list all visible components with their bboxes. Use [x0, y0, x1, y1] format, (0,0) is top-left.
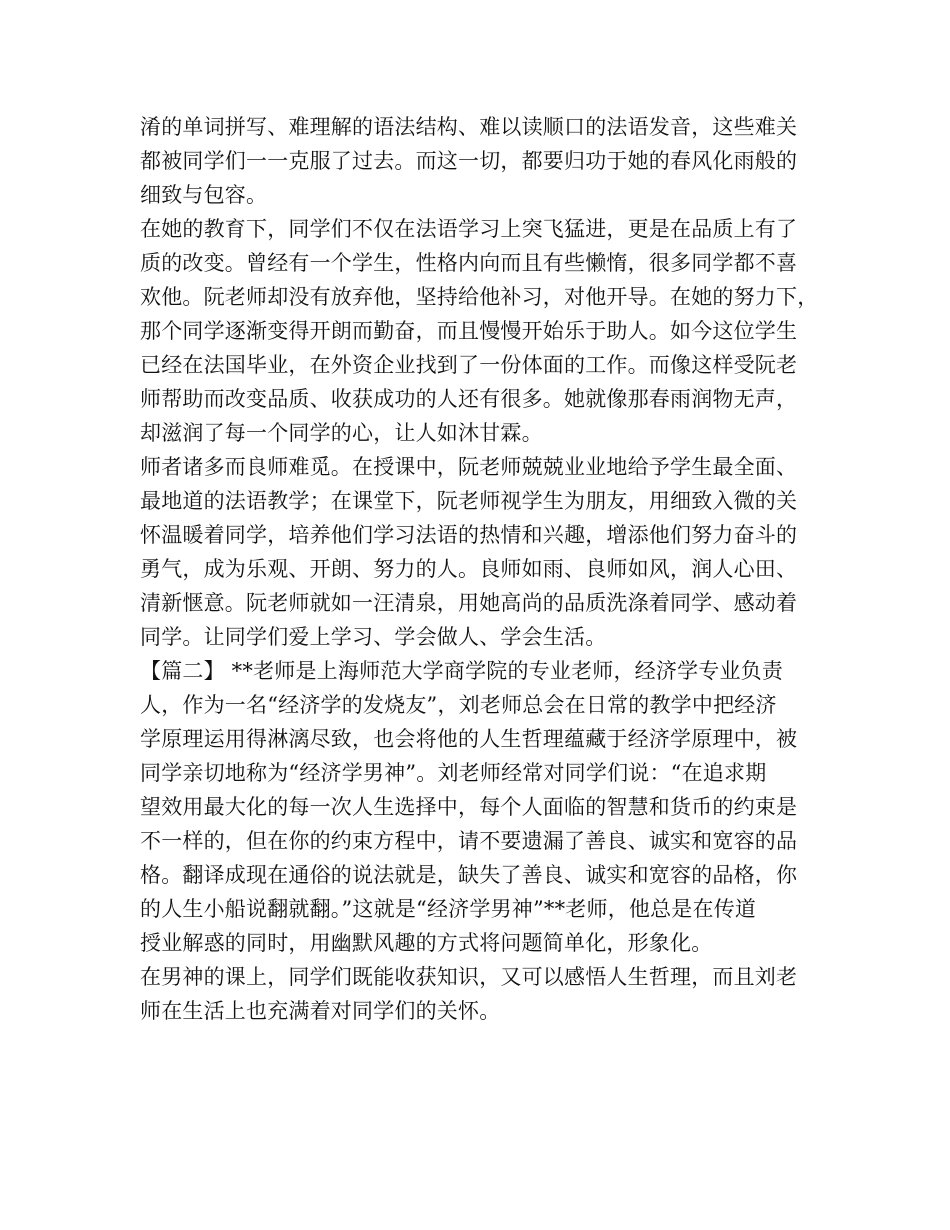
text-line: 师帮助而改变品质、收获成功的人还有很多。她就像那春雨润物无声，: [140, 387, 798, 411]
text-line: 已经在法国毕业，在外资企业找到了一份体面的工作。而像这样受阮老: [140, 353, 798, 377]
text-line: 授业解惑的同时，用幽默风趣的方式将问题简单化，形象化。: [140, 931, 713, 955]
text-line: 欢他。阮老师却没有放弃他，坚持给他补习，对他开导。在她的努力下，: [140, 285, 819, 309]
text-line: 最地道的法语教学；在课堂下，阮老师视学生为朋友，用细致入微的关: [140, 489, 798, 513]
text-line: 格。翻译成现在通俗的说法就是，缺失了善良、诚实和宽容的品格，你: [140, 863, 798, 887]
text-line: 师者诸多而良师难觅。在授课中，阮老师兢兢业业地给予学生最全面、: [140, 455, 798, 479]
text-line: 那个同学逐渐变得开朗而勤奋，而且慢慢开始乐于助人。如今这位学生: [140, 319, 798, 343]
text-line: 在她的教育下，同学们不仅在法语学习上突飞猛进，更是在品质上有了: [140, 217, 798, 241]
text-line: 学原理运用得淋漓尽致，也会将他的人生哲理蕴藏于经济学原理中，被: [140, 727, 798, 751]
text-line: 却滋润了每一个同学的心，让人如沐甘霖。: [140, 421, 543, 445]
text-line: 细致与包容。: [140, 183, 268, 207]
text-line: 不一样的，但在你的约束方程中，请不要遗漏了善良、诚实和宽容的品: [140, 829, 798, 853]
document-body: [140, 110, 830, 1028]
text-line: 淆的单词拼写、难理解的语法结构、难以读顺口的法语发音，这些难关: [140, 115, 798, 139]
text-line: 质的改变。曾经有一个学生，性格内向而且有些懒惰，很多同学都不喜: [140, 251, 798, 275]
text-line: 【篇二】 **老师是上海师范大学商学院的专业老师，经济学专业负责: [140, 659, 784, 683]
text-line: 同学亲切地称为“经济学男神”。刘老师经常对同学们说：“在追求期: [140, 761, 767, 785]
text-line: 清新惬意。阮老师就如一汪清泉，用她高尚的品质洗涤着同学、感动着: [140, 591, 798, 615]
text-line: 人，作为一名“经济学的发烧友”，刘老师总会在日常的教学中把经济: [140, 693, 777, 717]
text-line: 在男神的课上，同学们既能收获知识，又可以感悟人生哲理，而且刘老: [140, 965, 798, 989]
text-line: 师在生活上也充满着对同学们的关怀。: [140, 999, 501, 1023]
text-line: 都被同学们一一克服了过去。而这一切，都要归功于她的春风化雨般的: [140, 149, 798, 173]
text-line: 怀温暖着同学，培养他们学习法语的热情和兴趣，增添他们努力奋斗的: [140, 523, 798, 547]
text-line: 勇气，成为乐观、开朗、努力的人。良师如雨、良师如风，润人心田、: [140, 557, 798, 581]
text-line: 望效用最大化的每一次人生选择中，每个人面临的智慧和货币的约束是: [140, 795, 798, 819]
text-line: 的人生小船说翻就翻。”这就是“经济学男神”**老师，他总是在传道: [140, 897, 757, 921]
text-line: 同学。让同学们爱上学习、学会做人、学会生活。: [140, 625, 607, 649]
